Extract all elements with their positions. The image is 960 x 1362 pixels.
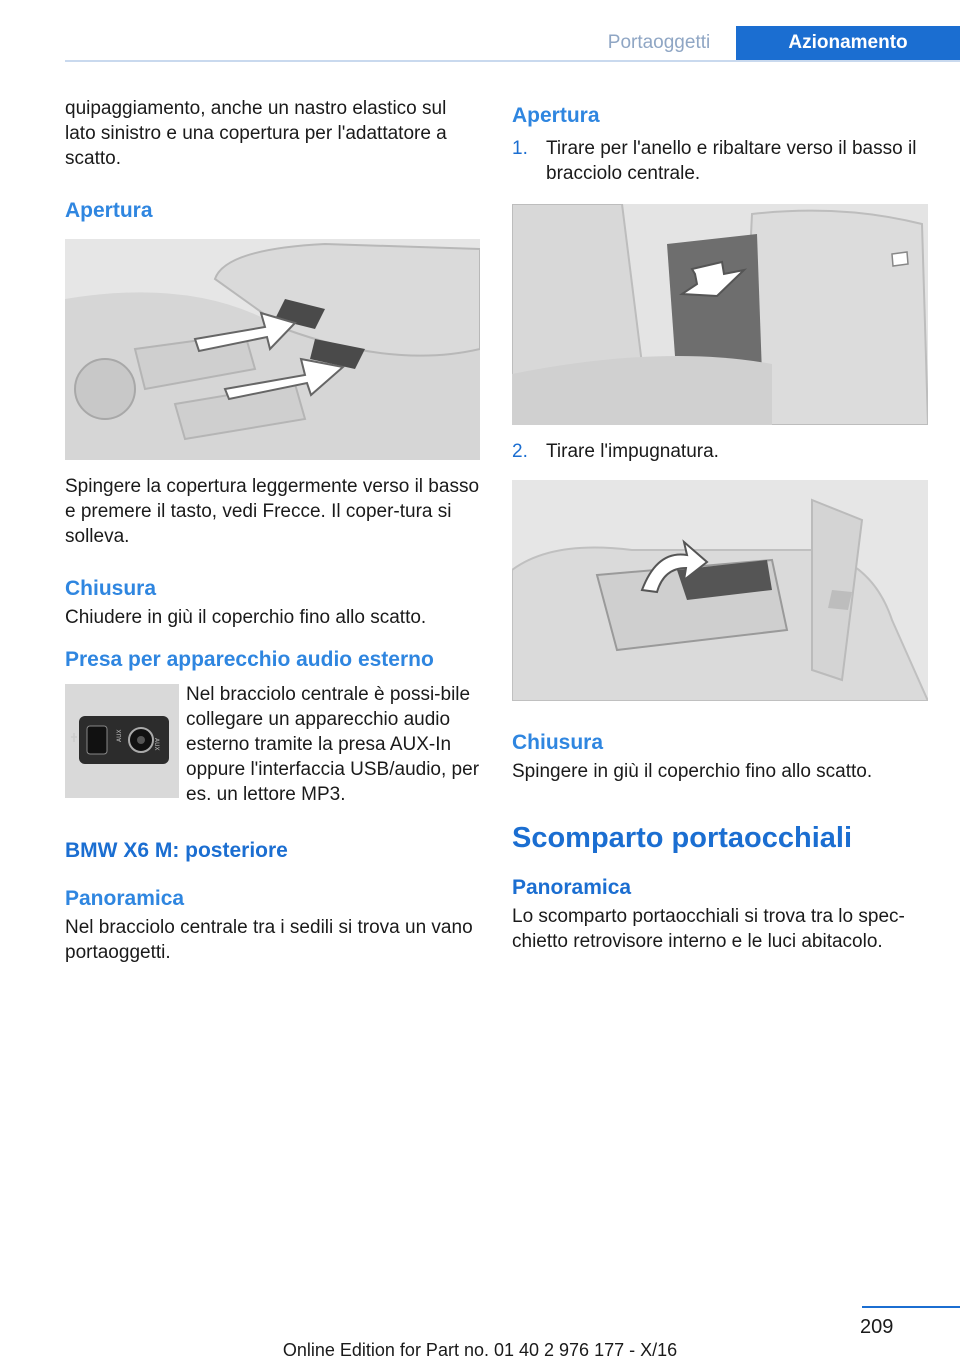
- opening-heading-left: Apertura: [65, 199, 153, 222]
- closing-heading-left: Chiusura: [65, 577, 157, 600]
- step-1-number: 1.: [512, 138, 528, 159]
- closing-text-right: Spingere in giù il coperchio fino allo scatto.: [512, 761, 873, 782]
- closing-text-left: Chiudere in giù il coperchio fino allo scatto.: [65, 607, 427, 628]
- overview-text-left: Nel bracciolo centrale tra i sedili si trova un vano portaoggetti.: [65, 917, 473, 963]
- console-cover-illustration: [65, 239, 480, 460]
- step-2: [512, 439, 928, 464]
- header-section-title: Portaoggetti: [607, 32, 711, 53]
- rear-heading: BMW X6 M: posteriore: [65, 839, 288, 862]
- rear-seat-armrest-illustration: [512, 204, 928, 425]
- step-1-text: Tirare per l'anello e ribaltare verso il basso il bracciolo centrale.: [546, 138, 917, 184]
- overview-heading-left: Panoramica: [65, 887, 185, 910]
- glasses-overview-heading: Panoramica: [512, 876, 632, 899]
- step-1: [512, 136, 928, 186]
- right-column: [512, 96, 928, 954]
- closing-heading-right: Chiusura: [512, 731, 604, 754]
- steps-list: [512, 136, 928, 186]
- aux-text: Nel bracciolo centrale è possi‐bile collegare un apparecchio audio esterno tramite la presa AUX-In oppure l'interfaccia USB/audio, per es. un lettore MP3.: [186, 684, 480, 805]
- aux-block: [65, 682, 480, 807]
- header-rule: [65, 60, 960, 62]
- steps-list-2: [512, 439, 928, 464]
- aux-label-a: AUX: [116, 729, 123, 742]
- left-column: [65, 96, 480, 965]
- armrest-handle-illustration: [512, 480, 928, 701]
- step-2-text: Tirare l'impugnatura.: [546, 441, 719, 462]
- opening-heading-right: Apertura: [512, 104, 600, 127]
- glasses-heading: Scomparto portaocchiali: [512, 822, 853, 854]
- header-chapter-tab: Azionamento: [736, 26, 960, 62]
- page-number: 209: [860, 1316, 894, 1338]
- opening-text-left: Spingere la copertura leggermente verso il basso e premere il tasto, vedi Frecce. Il coper‐tura si solleva.: [65, 476, 480, 547]
- step-2-number: 2.: [512, 441, 528, 462]
- aux-label-b: AUX: [153, 738, 160, 751]
- footer-edition: Online Edition for Part no. 01 40 2 976 177 - X/16: [282, 1340, 678, 1360]
- intro-text: quipaggiamento, anche un nastro elastico sul lato sinistro e una copertura per l'adattatore a scatto.: [65, 98, 447, 169]
- glasses-text: Lo scomparto portaocchiali si trova tra lo spec‐chietto retrovisore interno e le luci abitacolo.: [512, 906, 905, 952]
- footer-rule: [862, 1306, 960, 1308]
- aux-usb-port-image: [65, 684, 179, 798]
- aux-heading: Presa per apparecchio audio esterno: [65, 648, 434, 671]
